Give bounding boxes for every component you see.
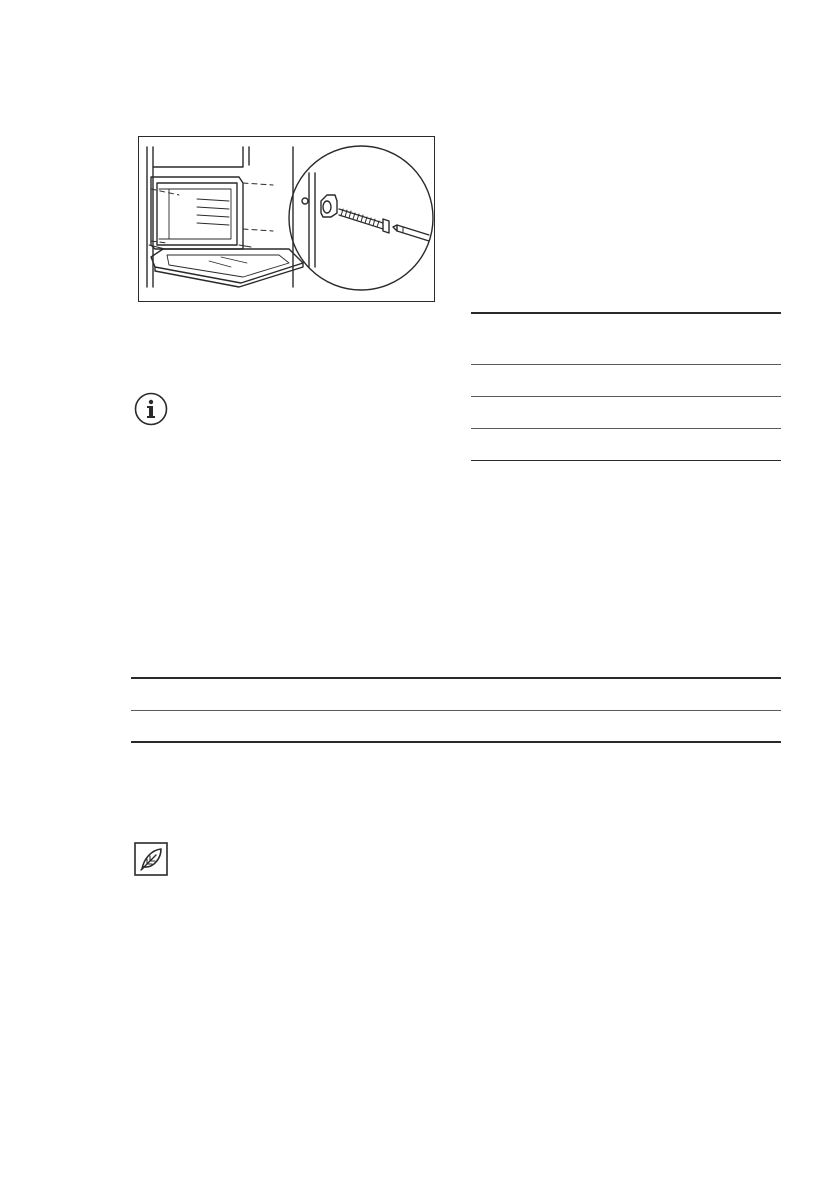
spec-table xyxy=(471,312,781,461)
table-row xyxy=(471,397,781,429)
screwdriver xyxy=(397,225,429,235)
table-header xyxy=(131,677,781,711)
oven-screw-illustration xyxy=(139,137,434,301)
cabinet-top xyxy=(153,147,243,167)
table-row xyxy=(471,365,781,397)
installation-figure xyxy=(138,136,435,302)
oven-frame xyxy=(151,177,243,249)
table-row xyxy=(471,429,781,461)
info-icon xyxy=(134,392,168,426)
leaf-icon xyxy=(134,842,168,876)
table-header xyxy=(471,312,781,365)
detail-circle xyxy=(289,146,433,290)
data-table xyxy=(131,677,781,743)
table-row xyxy=(131,711,781,743)
